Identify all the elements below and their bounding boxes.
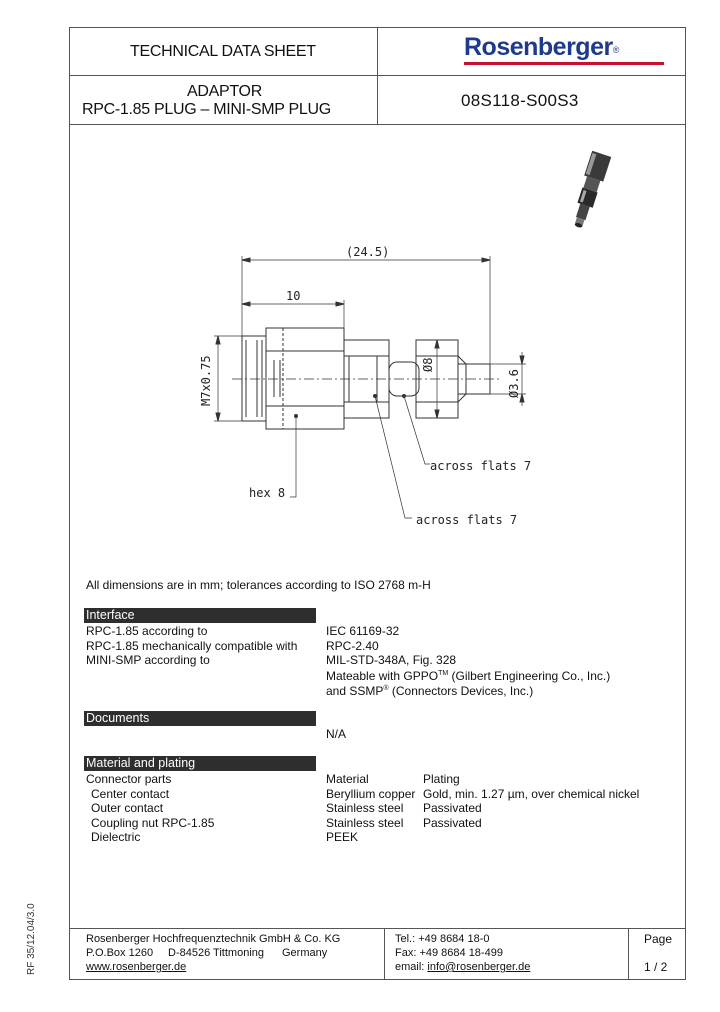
material-row-material: Stainless steel — [326, 816, 404, 830]
product-photo — [568, 151, 611, 230]
part-number: 08S118-S00S3 — [461, 91, 579, 110]
dim-10: 10 — [286, 289, 301, 303]
dim-thread: M7x0.75 — [199, 355, 213, 406]
rosenberger-logo: Rosenberger® — [464, 33, 619, 61]
email-link[interactable]: info@rosenberger.de — [427, 961, 531, 973]
material-row-part: Outer contact — [91, 801, 164, 815]
interface-section-header: Interface — [84, 608, 316, 623]
dimension-note: All dimensions are in mm; tolerances according to ISO 2768 m-H — [86, 578, 431, 592]
dim-dia8: Ø8 — [421, 357, 435, 372]
footer-email: email: info@rosenberger.de — [395, 961, 531, 973]
footer-fax: Fax: +49 8684 18-499 — [395, 947, 503, 959]
documents-section-header: Documents — [84, 711, 316, 726]
material-row-material: Stainless steel — [326, 801, 404, 815]
interface-row-1-label: RPC-1.85 according to — [86, 624, 208, 638]
form-code: RF 35/12.04/3.0 — [26, 903, 37, 975]
material-col-part: Connector parts — [86, 772, 172, 786]
footer-website — [86, 960, 186, 974]
footer-pobox: P.O.Box 1260 — [86, 947, 154, 959]
doc-type-title: TECHNICAL DATA SHEET — [130, 43, 316, 60]
footer-company: Rosenberger Hochfrequenztechnik GmbH & Co. KG — [86, 933, 341, 945]
material-row-plating: Passivated — [423, 816, 482, 830]
product-type: ADAPTOR — [187, 83, 262, 100]
material-row-material: PEEK — [326, 830, 359, 844]
website-link[interactable]: www.rosenberger.de — [86, 961, 187, 973]
material-row-part: Dielectric — [91, 830, 141, 844]
material-row-part: Coupling nut RPC-1.85 — [91, 816, 215, 830]
documents-value: N/A — [326, 727, 347, 741]
material-col-material: Material — [326, 772, 369, 786]
dim-dia36: Ø3.6 — [507, 369, 521, 398]
footer-divider-2 — [628, 928, 629, 980]
material-section-header: Material and plating — [84, 756, 316, 771]
footer-country: Germany — [282, 947, 328, 959]
page-number: 1 / 2 — [644, 960, 668, 974]
footer-city: D-84526 Tittmoning — [168, 947, 264, 959]
flats-upper-label: across flats 7 — [430, 459, 532, 473]
material-row-plating: Gold, min. 1.27 µm, over chemical nickel — [423, 787, 640, 801]
footer-divider-1 — [384, 928, 385, 980]
interface-ssmp-line: and SSMP® (Connectors Devices, Inc.) — [326, 684, 534, 698]
material-row-material: Beryllium copper — [326, 787, 416, 801]
interface-row-2-value: RPC-2.40 — [326, 639, 379, 653]
material-col-plating: Plating — [423, 772, 460, 786]
interface-row-3-value: MIL-STD-348A, Fig. 328 — [326, 653, 457, 667]
flats-lower-label: across flats 7 — [416, 513, 518, 527]
dim-overall: (24.5) — [346, 245, 390, 259]
material-row-plating: Passivated — [423, 801, 482, 815]
material-row-part: Center contact — [91, 787, 170, 801]
interface-row-2-label: RPC-1.85 mechanically compatible with — [86, 639, 298, 653]
product-description: RPC-1.85 PLUG – MINI-SMP PLUG — [82, 101, 331, 118]
interface-row-1-value: IEC 61169-32 — [326, 624, 400, 638]
hex-label: hex 8 — [249, 486, 286, 500]
page-label: Page — [644, 932, 673, 946]
footer-top-line — [69, 928, 686, 929]
interface-row-3-label: MINI-SMP according to — [86, 653, 210, 667]
interface-gppo-line: Mateable with GPPO™ (Gilbert Engineering Co., Inc.) — [326, 669, 611, 683]
footer-tel: Tel.: +49 8684 18-0 — [395, 933, 490, 945]
hex-nut-outline — [266, 328, 344, 429]
